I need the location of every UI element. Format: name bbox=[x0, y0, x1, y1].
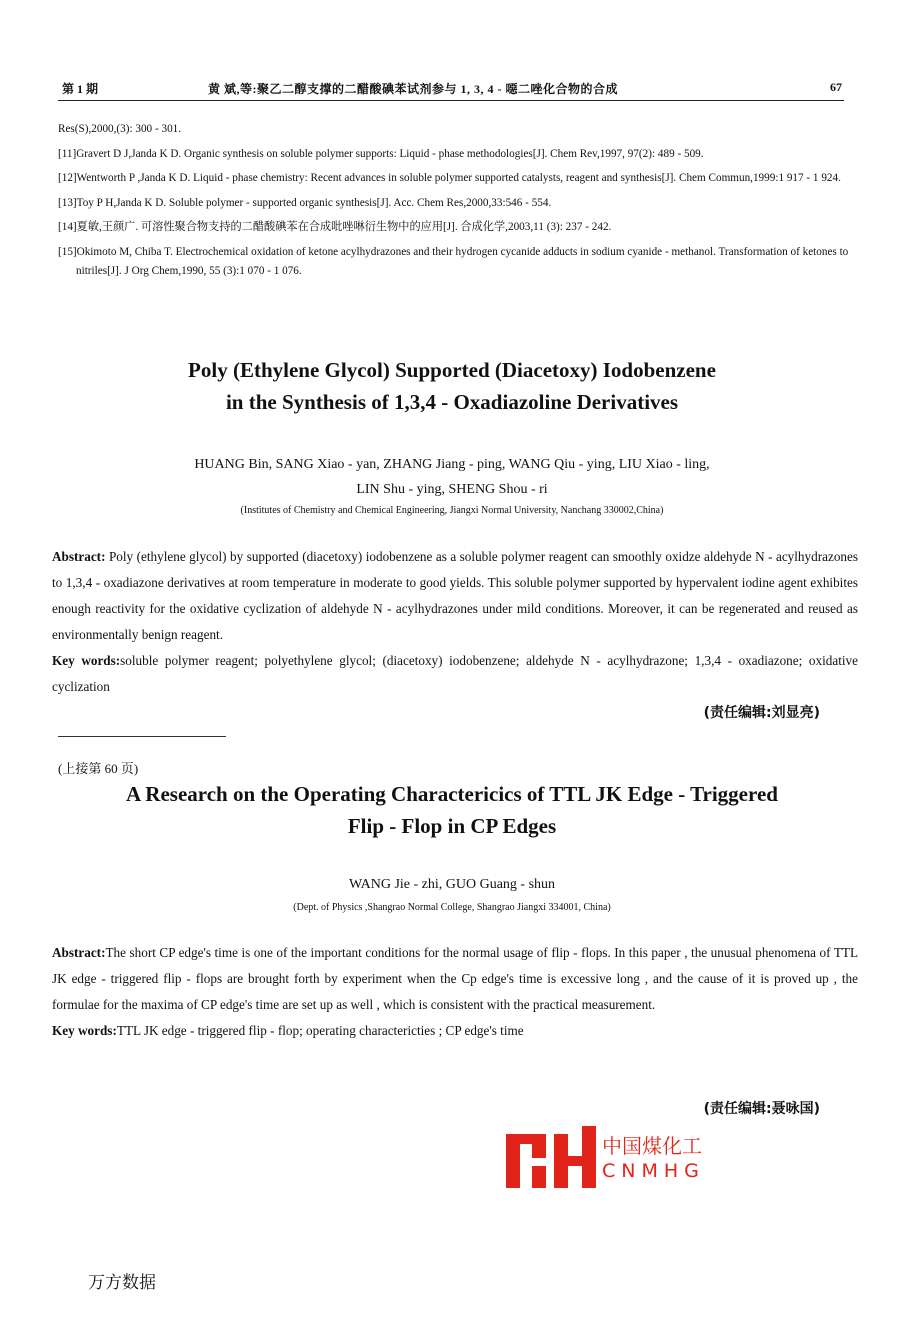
reference-item: [14]夏敏,王颜广. 可溶性聚合物支持的二醋酸碘苯在合成吡唑啉衍生物中的应用[J]. 合成化学,2003,11 (3): 237 - 242. bbox=[58, 221, 612, 233]
reference-item: [12]Wentworth P ,Janda K D. Liquid - phase chemistry: Recent advances in soluble polymer supported catalysts, reagent and synthesis[J]. Chem Commun,1999:1 917 - 1 924. bbox=[58, 172, 841, 184]
article2-title-line2: Flip - Flop in CP Edges bbox=[347, 814, 557, 838]
reference-item: Res(S),2000,(3): 300 - 301. bbox=[58, 123, 182, 135]
cnmhg-logo bbox=[506, 1126, 716, 1188]
continued-note: (上接第 60 页) bbox=[58, 761, 139, 776]
article1-affiliation: (Institutes of Chemistry and Chemical Engineering, Jiangxi Normal University, Nanchang 330002,China) bbox=[240, 505, 664, 516]
section-divider bbox=[58, 736, 226, 737]
article1-title-line1: Poly (Ethylene Glycol) Supported (Diacetoxy) Iodobenzene bbox=[188, 358, 716, 382]
abstract-label: Abstract: bbox=[52, 549, 106, 564]
running-title: 黄 斌,等:聚乙二醇支撑的二醋酸碘苯试剂参与 1, 3, 4 - 噁二唑化合物的合成 bbox=[208, 82, 618, 96]
article1-authors bbox=[40, 452, 864, 502]
article1-authors-line2: LIN Shu - ying, SHENG Shou - ri bbox=[356, 482, 548, 497]
reference-item: [15]Okimoto M, Chiba T. Electrochemical oxidation of ketone acylhydrazones and their hydrogen cycanide adducts in sodium cyanide - methanol. Transformation of ketones to nitriles[J]. J Org Chem,1990, 55 (3):1 070 - 1 076. bbox=[58, 245, 849, 277]
abstract-text: The short CP edge's time is one of the important conditions for the normal usage of flip - flops. In this paper , the unusual phenomena of TTL JK edge - triggered flip - flops are brought forth by experiment when the Cp edge's time is excessive long , and the cause of it is proved up , the formulae for the maxima of CP edge's time are set up as well , which is consistent with the practical measurement. bbox=[52, 945, 858, 1012]
keywords-text: TTL JK edge - triggered flip - flop; operating charactericties ; CP edge's time bbox=[116, 1023, 524, 1038]
logo-name-cn: 中国煤化工 bbox=[602, 1134, 702, 1158]
logo-name-en: CNMHG bbox=[602, 1160, 705, 1182]
issue-label: 第 1 期 bbox=[62, 82, 99, 96]
source-watermark: 万方数据 bbox=[88, 1273, 156, 1293]
article1-editor: (责任编辑:刘显亮) bbox=[703, 705, 820, 721]
article2-editor: (责任编辑:聂咏国) bbox=[703, 1101, 820, 1117]
keywords-label: Key words: bbox=[52, 1023, 117, 1038]
article2-affiliation: (Dept. of Physics ,Shangrao Normal College, Shangrao Jiangxi 334001, China) bbox=[293, 902, 611, 913]
cnmhg-logo-mark-icon bbox=[506, 1126, 596, 1188]
running-header bbox=[58, 78, 844, 101]
article2-title-line1: A Research on the Operating Charactericics of TTL JK Edge - Triggered bbox=[126, 782, 778, 806]
article1-abstract bbox=[52, 544, 858, 700]
article2-authors: WANG Jie - zhi, GUO Guang - shun bbox=[348, 877, 556, 892]
article2-abstract bbox=[52, 940, 858, 1044]
article1-title-line2: in the Synthesis of 1,3,4 - Oxadiazoline Derivatives bbox=[225, 390, 679, 414]
article1-title bbox=[40, 354, 864, 418]
keywords-text: soluble polymer reagent; polyethylene glycol; (diacetoxy) iodobenzene; aldehyde N - acylhydrazone; 1,3,4 - oxadiazone; oxidative cyclization bbox=[52, 653, 858, 694]
reference-list bbox=[58, 120, 858, 287]
keywords-label: Key words: bbox=[52, 653, 121, 668]
abstract-label: Abstract: bbox=[52, 945, 106, 960]
reference-item: [11]Gravert D J,Janda K D. Organic synthesis on soluble polymer supports: Liquid - phase methodologies[J]. Chem Rev,1997, 97(2): 489 - 509. bbox=[58, 147, 704, 160]
reference-item: [13]Toy P H,Janda K D. Soluble polymer - supported organic synthesis[J]. Acc. Chem Res,2000,33:546 - 554. bbox=[58, 196, 552, 209]
article1-authors-line1: HUANG Bin, SANG Xiao - yan, ZHANG Jiang - ping, WANG Qiu - ying, LIU Xiao - ling, bbox=[194, 457, 710, 472]
article2-title bbox=[40, 778, 864, 842]
page-number: 67 bbox=[830, 80, 842, 94]
abstract-text: Poly (ethylene glycol) by supported (diacetoxy) iodobenzene as a soluble polymer reagent can smoothly oxidze aldehyde N - acylhydrazones to 1,3,4 - oxadiazone derivatives at room temperature in moderate to good yields. This soluble polymer supported by hypervalent iodine agent exhibites enough reactivity for the oxidative cyclization of aldehyde N - acylhydrazones under mild conditions. Moreover, it can be regenerated and reused as environmentally benign reagent. bbox=[52, 549, 858, 642]
